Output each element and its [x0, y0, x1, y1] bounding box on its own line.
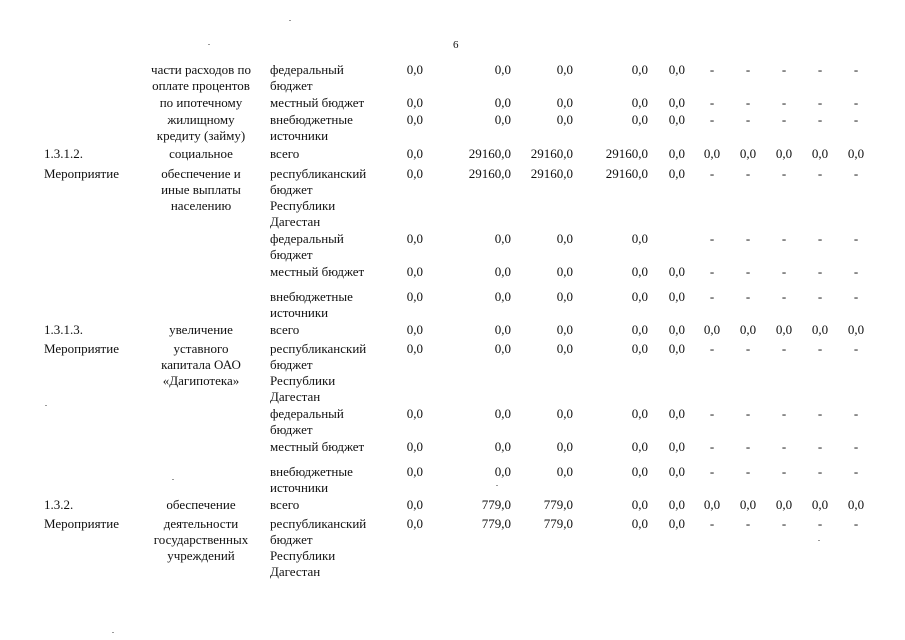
table-row: [0, 548, 905, 564]
event-name: жилищному: [167, 112, 235, 127]
year-cell: -: [781, 406, 787, 421]
event-name: населению: [170, 198, 232, 213]
amount-cell: 0,0: [406, 112, 423, 127]
event-name: оплате процентов: [152, 78, 250, 93]
event-name: уставного: [173, 341, 229, 356]
year-cell: -: [781, 112, 787, 127]
amount-cell: 0,0: [494, 231, 511, 246]
amount-cell: 0,0: [556, 439, 573, 454]
funding-source: бюджет: [270, 182, 313, 197]
year-cell: -: [853, 439, 859, 454]
event-name: деятельности: [163, 516, 239, 531]
page-number: 6: [453, 39, 459, 51]
year-cell: -: [745, 464, 751, 479]
year-cell: -: [745, 112, 751, 127]
amount-cell: 29160,0: [605, 166, 648, 181]
amount-cell: 0,0: [668, 112, 685, 127]
funding-source: внебюджетные: [270, 464, 353, 479]
year-cell: 0,0: [739, 497, 757, 512]
year-cell: -: [853, 264, 859, 279]
amount-cell: 0,0: [668, 146, 685, 161]
table-row: [0, 516, 905, 532]
table-row: [0, 95, 905, 111]
amount-cell: 0,0: [631, 406, 648, 421]
event-name: капитала ОАО: [161, 357, 241, 372]
year-cell: -: [745, 62, 751, 77]
amount-cell: 0,0: [668, 264, 685, 279]
amount-cell: 0,0: [406, 62, 423, 77]
amount-cell: 0,0: [406, 464, 423, 479]
year-cell: -: [817, 406, 823, 421]
funding-source: Дагестан: [270, 564, 321, 579]
table-row: [0, 112, 905, 128]
table-row: [0, 214, 905, 230]
amount-cell: 0,0: [631, 264, 648, 279]
year-cell: 0,0: [847, 146, 865, 161]
funding-source: федеральный: [270, 231, 344, 246]
year-cell: -: [745, 406, 751, 421]
table-row: [0, 182, 905, 198]
funding-source: бюджет: [270, 532, 313, 547]
table-row: [0, 532, 905, 548]
amount-cell: 0,0: [406, 166, 423, 181]
year-cell: -: [781, 264, 787, 279]
amount-cell: 0,0: [406, 406, 423, 421]
year-cell: -: [781, 341, 787, 356]
amount-cell: 29160,0: [468, 146, 511, 161]
table-row: [0, 322, 905, 338]
amount-cell: 0,0: [631, 516, 648, 531]
table-row: [0, 128, 905, 144]
table-row: [0, 497, 905, 513]
year-cell: -: [745, 516, 751, 531]
amount-cell: 779,0: [481, 497, 511, 512]
funding-source: федеральный: [270, 406, 344, 421]
event-code: 1.3.2.: [44, 497, 74, 512]
amount-cell: 0,0: [668, 95, 685, 110]
year-cell: -: [817, 112, 823, 127]
funding-source: Республики: [270, 548, 336, 563]
table-row: [0, 166, 905, 182]
year-cell: 0,0: [739, 322, 757, 337]
year-cell: -: [817, 95, 823, 110]
amount-cell: 0,0: [494, 95, 511, 110]
amount-cell: 0,0: [406, 289, 423, 304]
amount-cell: 0,0: [668, 62, 685, 77]
funding-source: источники: [270, 128, 329, 143]
year-cell: -: [709, 289, 715, 304]
amount-cell: 0,0: [556, 231, 573, 246]
year-cell: -: [817, 439, 823, 454]
event-name: кредиту (займу): [156, 128, 246, 143]
year-cell: -: [745, 264, 751, 279]
amount-cell: 0,0: [668, 341, 685, 356]
amount-cell: 0,0: [668, 439, 685, 454]
year-cell: -: [709, 62, 715, 77]
amount-cell: 0,0: [406, 231, 423, 246]
amount-cell: 0,0: [494, 289, 511, 304]
year-cell: -: [781, 516, 787, 531]
year-cell: -: [853, 112, 859, 127]
year-cell: -: [781, 464, 787, 479]
amount-cell: 0,0: [494, 439, 511, 454]
amount-cell: 0,0: [631, 341, 648, 356]
amount-cell: 779,0: [481, 516, 511, 531]
amount-cell: 0,0: [668, 406, 685, 421]
year-cell: 0,0: [703, 322, 721, 337]
table-row: [0, 289, 905, 305]
year-cell: -: [709, 231, 715, 246]
table-row: [0, 62, 905, 78]
year-cell: -: [709, 264, 715, 279]
event-code: 1.3.1.3.: [44, 322, 83, 337]
event-name: части расходов по: [151, 62, 251, 77]
year-cell: -: [709, 406, 715, 421]
year-cell: -: [745, 341, 751, 356]
year-cell: -: [781, 231, 787, 246]
funding-source: бюджет: [270, 78, 313, 93]
year-cell: -: [709, 516, 715, 531]
year-cell: -: [709, 439, 715, 454]
funding-source: бюджет: [270, 247, 313, 262]
year-cell: -: [745, 289, 751, 304]
funding-source: всего: [270, 322, 300, 337]
amount-cell: 0,0: [631, 95, 648, 110]
year-cell: -: [745, 439, 751, 454]
year-cell: 0,0: [811, 322, 829, 337]
year-cell: -: [745, 166, 751, 181]
table-row: [0, 564, 905, 580]
amount-cell: 0,0: [668, 166, 685, 181]
year-cell: -: [853, 406, 859, 421]
table-row: [0, 422, 905, 438]
funding-source: бюджет: [270, 357, 313, 372]
year-cell: 0,0: [811, 497, 829, 512]
year-cell: -: [853, 231, 859, 246]
funding-source: источники: [270, 480, 329, 495]
amount-cell: 0,0: [494, 264, 511, 279]
table-row: [0, 78, 905, 94]
amount-cell: 0,0: [494, 464, 511, 479]
table-row: [0, 305, 905, 321]
funding-source: республиканский: [270, 516, 367, 531]
table-row: [0, 389, 905, 405]
table-row: [0, 198, 905, 214]
event-code: 1.3.1.2.: [44, 146, 83, 161]
funding-source: Дагестан: [270, 214, 321, 229]
table-row: [0, 231, 905, 247]
year-cell: 0,0: [703, 146, 721, 161]
amount-cell: 0,0: [556, 264, 573, 279]
funding-source: источники: [270, 305, 329, 320]
year-cell: -: [853, 166, 859, 181]
amount-cell: 29160,0: [530, 146, 573, 161]
year-cell: 0,0: [775, 322, 793, 337]
year-cell: -: [709, 464, 715, 479]
amount-cell: 0,0: [556, 62, 573, 77]
funding-source: всего: [270, 146, 300, 161]
amount-cell: 29160,0: [605, 146, 648, 161]
year-cell: -: [817, 341, 823, 356]
event-name: социальное: [169, 146, 233, 161]
funding-source: внебюджетные: [270, 289, 353, 304]
year-cell: -: [817, 516, 823, 531]
amount-cell: 0,0: [556, 322, 573, 337]
table-row: [0, 357, 905, 373]
amount-cell: 0,0: [556, 95, 573, 110]
amount-cell: 0,0: [631, 439, 648, 454]
year-cell: -: [745, 95, 751, 110]
year-cell: 0,0: [775, 146, 793, 161]
funding-source: федеральный: [270, 62, 344, 77]
year-cell: 0,0: [739, 146, 757, 161]
event-code: Мероприятие: [44, 166, 119, 181]
amount-cell: 0,0: [406, 146, 423, 161]
amount-cell: 0,0: [631, 464, 648, 479]
amount-cell: 29160,0: [530, 166, 573, 181]
year-cell: -: [817, 166, 823, 181]
year-cell: 0,0: [703, 497, 721, 512]
year-cell: 0,0: [811, 146, 829, 161]
table-row: [0, 464, 905, 480]
amount-cell: 0,0: [406, 497, 423, 512]
funding-source: республиканский: [270, 341, 367, 356]
amount-cell: 0,0: [406, 95, 423, 110]
amount-cell: 0,0: [631, 322, 648, 337]
funding-source: бюджет: [270, 422, 313, 437]
funding-source: внебюджетные: [270, 112, 353, 127]
funding-source: республиканский: [270, 166, 367, 181]
amount-cell: 0,0: [631, 289, 648, 304]
year-cell: -: [781, 439, 787, 454]
year-cell: -: [817, 231, 823, 246]
amount-cell: 0,0: [556, 112, 573, 127]
year-cell: -: [781, 95, 787, 110]
amount-cell: 0,0: [668, 464, 685, 479]
funding-source: местный бюджет: [270, 95, 365, 110]
event-code: Мероприятие: [44, 341, 119, 356]
amount-cell: 779,0: [543, 516, 573, 531]
year-cell: -: [781, 166, 787, 181]
amount-cell: 0,0: [668, 322, 685, 337]
year-cell: -: [817, 289, 823, 304]
amount-cell: 0,0: [406, 341, 423, 356]
year-cell: -: [781, 289, 787, 304]
amount-cell: 0,0: [668, 497, 685, 512]
table-row: [0, 406, 905, 422]
table-row: [0, 341, 905, 357]
amount-cell: 0,0: [631, 62, 648, 77]
year-cell: -: [817, 264, 823, 279]
table-row: [0, 373, 905, 389]
funding-source: местный бюджет: [270, 264, 365, 279]
event-name: учреждений: [167, 548, 235, 563]
amount-cell: 0,0: [631, 497, 648, 512]
year-cell: -: [853, 516, 859, 531]
year-cell: -: [853, 341, 859, 356]
amount-cell: 0,0: [494, 112, 511, 127]
year-cell: 0,0: [847, 497, 865, 512]
funding-source: местный бюджет: [270, 439, 365, 454]
amount-cell: 0,0: [406, 516, 423, 531]
amount-cell: 0,0: [556, 289, 573, 304]
year-cell: -: [853, 464, 859, 479]
event-code: Мероприятие: [44, 516, 119, 531]
event-name: иные выплаты: [161, 182, 241, 197]
funding-source: Дагестан: [270, 389, 321, 404]
year-cell: -: [745, 231, 751, 246]
year-cell: 0,0: [775, 497, 793, 512]
event-name: по ипотечному: [159, 95, 243, 110]
year-cell: -: [709, 166, 715, 181]
year-cell: -: [853, 289, 859, 304]
event-name: государственных: [153, 532, 249, 547]
amount-cell: 0,0: [406, 264, 423, 279]
year-cell: -: [781, 62, 787, 77]
year-cell: -: [817, 62, 823, 77]
year-cell: -: [817, 464, 823, 479]
amount-cell: 0,0: [494, 406, 511, 421]
year-cell: -: [709, 341, 715, 356]
year-cell: -: [709, 95, 715, 110]
event-name: обеспечение и: [161, 166, 241, 181]
funding-source: Республики: [270, 198, 336, 213]
funding-source: Республики: [270, 373, 336, 388]
event-name: обеспечение: [166, 497, 236, 512]
amount-cell: 0,0: [406, 439, 423, 454]
table-row: [0, 439, 905, 455]
table-row: [0, 264, 905, 280]
table-row: [0, 247, 905, 263]
year-cell: -: [853, 62, 859, 77]
amount-cell: 29160,0: [468, 166, 511, 181]
table-row: [0, 146, 905, 162]
amount-cell: 0,0: [494, 341, 511, 356]
amount-cell: 0,0: [406, 322, 423, 337]
amount-cell: 0,0: [494, 322, 511, 337]
amount-cell: 0,0: [668, 516, 685, 531]
amount-cell: 0,0: [668, 289, 685, 304]
amount-cell: 0,0: [631, 112, 648, 127]
amount-cell: 0,0: [631, 231, 648, 246]
amount-cell: 0,0: [556, 406, 573, 421]
year-cell: -: [853, 95, 859, 110]
year-cell: 0,0: [847, 322, 865, 337]
funding-source: всего: [270, 497, 300, 512]
amount-cell: 779,0: [543, 497, 573, 512]
amount-cell: 0,0: [494, 62, 511, 77]
amount-cell: 0,0: [556, 464, 573, 479]
amount-cell: 0,0: [556, 341, 573, 356]
table-row: [0, 480, 905, 496]
event-name: «Дагипотека»: [162, 373, 240, 388]
year-cell: -: [709, 112, 715, 127]
event-name: увеличение: [169, 322, 233, 337]
